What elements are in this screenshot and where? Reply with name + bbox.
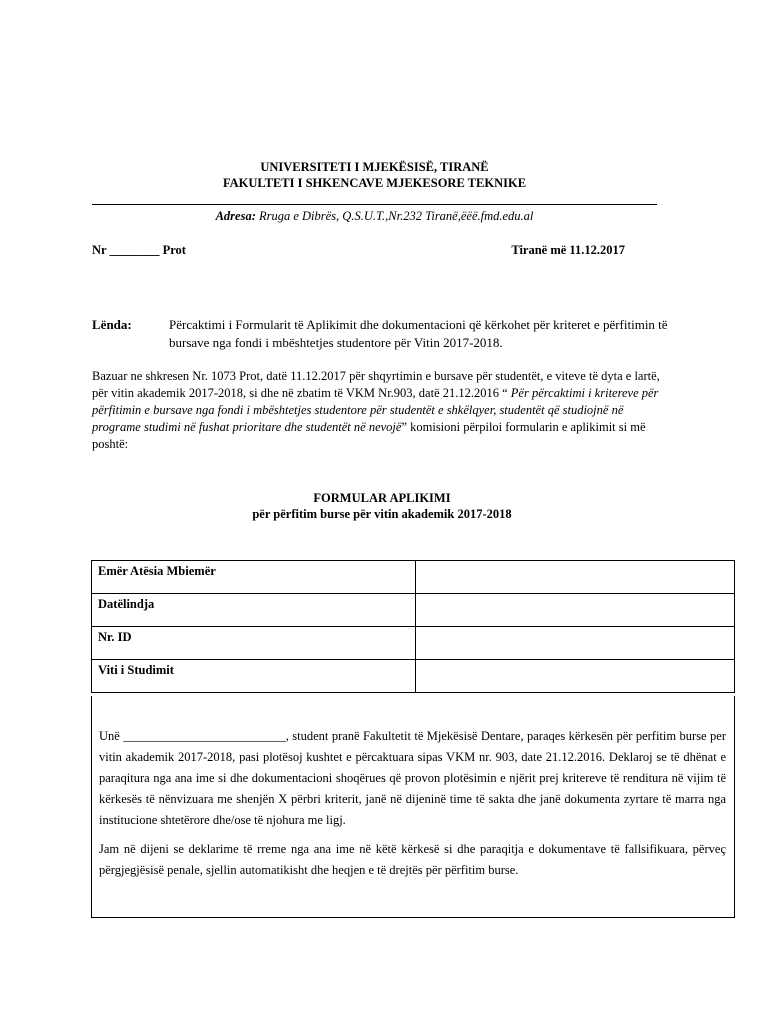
university-name: UNIVERSITETI I MJEKËSISË, TIRANË (260, 160, 489, 174)
subject-text: Përcaktimi i Formularit të Aplikimit dhe dokumentacioni që kërkohet për kriteret e përfitimin të bursave nga fondi i mbështetjes studentore për Vitin 2017-2018. (169, 317, 668, 350)
field-value-study-year[interactable] (416, 660, 735, 693)
table-row (92, 627, 735, 660)
address-value: Rruga e Dibrës, Q.S.U.T.,Nr.232 Tiranë,ëëë.fmd.edu.al (255, 209, 534, 223)
declaration-paragraph: Unë __________________________, student pranë Fakultetit të Mjekësisë Dentare, paraqes kërkesën për perfitim burse per vitin akademik 2017-2018, pasi plotësoj kushtet e përcaktuara sipas VKM nr. 903, date 21.12.2016. Deklaroj se të dhënat e paraqitura nga ana ime si dhe dokumentacioni shoqërues që provon plotësimin e njërit prej kritereve të renditura në vijim të kërkesës të nënvizuara me shenjën X përbri kriterit, janë në dijeninë time të sakta dhe janë dokumenta zyrtare të marra nga institucione shtetërore dhe/ose të njohura me ligj. (99, 729, 726, 827)
field-value-birthdate[interactable] (416, 594, 735, 627)
address-line (92, 209, 657, 224)
subject-block (92, 316, 672, 352)
basis-paragraph (92, 368, 672, 453)
applicant-info-table (91, 560, 735, 693)
basis-text-start: Bazuar ne shkresen Nr. 1073 Prot, datë 11.12.2017 për shqyrtimin e bursave për studentët, e viteve të dyta e lartë, për vitin akademik 2017-2018, si dhe në zbatim të VKM Nr.903, datë 21.12.2016 “ (92, 369, 660, 400)
declaration-paragraph: Jam në dijeni se deklarime të rreme nga ana ime në këtë kërkesë si dhe paraqitja e dokumentave të fallsifikuara, përveç përgjegjësisë penale, sjellin automatikisht dhe heqjen e të drejtës për përfitim burse. (99, 842, 726, 877)
table-row (92, 561, 735, 594)
field-label: Nr. ID (92, 627, 416, 660)
protocol-number: Nr ________ Prot (92, 243, 186, 257)
table-row (92, 594, 735, 627)
document-header (92, 159, 657, 191)
faculty-name: FAKULTETI I SHKENCAVE MJEKESORE TEKNIKE (222, 176, 527, 190)
field-value-name[interactable] (416, 561, 735, 594)
subject-label: Lënda: (92, 317, 132, 332)
field-label: Emër Atësia Mbiemër (92, 561, 416, 594)
form-title-sub: për përfitim burse për vitin akademik 2017-2018 (252, 507, 512, 521)
field-label: Viti i Studimit (92, 660, 416, 693)
form-title-main: FORMULAR APLIKIMI (313, 491, 451, 505)
field-value-id[interactable] (416, 627, 735, 660)
reference-line (92, 243, 625, 258)
table-row (92, 660, 735, 693)
basis-text-italic: Për përcaktimi i kritereve për përfitimin e bursave nga fondi i mbështetjes studentore për studentët e shkëlqyer, studentët që studiojnë në programe studimi në fushat prioritare dhe studentët në nevojë (92, 386, 659, 434)
address-label: Adresa: (215, 209, 256, 223)
declaration-box (91, 696, 735, 918)
basis-text-end: ” komisioni përpiloi formularin e aplikimit si më poshtë: (92, 420, 646, 451)
form-title (92, 490, 672, 522)
header-divider (92, 204, 657, 205)
field-label: Datëlindja (92, 594, 416, 627)
document-date: Tiranë më 11.12.2017 (511, 243, 625, 257)
